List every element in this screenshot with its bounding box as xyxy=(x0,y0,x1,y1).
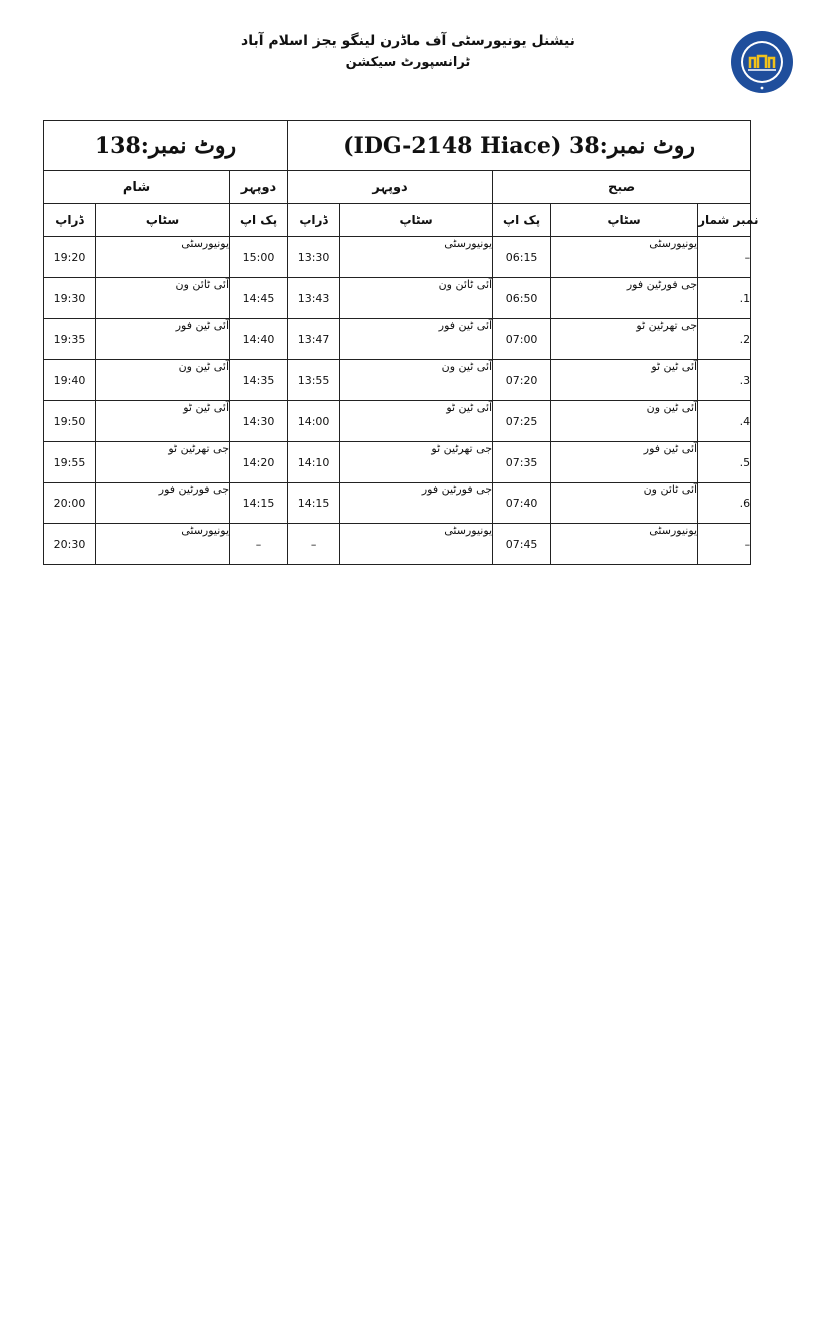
evening-drop: 19:20 xyxy=(44,237,96,278)
afternoon-pickup: – xyxy=(230,524,288,565)
afternoon-drop: 14:15 xyxy=(288,483,340,524)
evening-drop: 19:55 xyxy=(44,442,96,483)
col-header-pickup: پک اپ xyxy=(230,204,288,237)
afternoon-pickup: 14:20 xyxy=(230,442,288,483)
afternoon-drop: 13:30 xyxy=(288,237,340,278)
serial-number: .1 xyxy=(698,278,751,319)
afternoon-stop: آئی ٹائن ون xyxy=(340,278,493,319)
evening-stop: آئی ٹین ون xyxy=(96,360,230,401)
morning-stop: جی فورٹین فور xyxy=(551,278,698,319)
morning-pickup: 06:15 xyxy=(493,237,551,278)
afternoon-pickup: 14:40 xyxy=(230,319,288,360)
university-name: نیشنل یونیورسٹی آف ماڈرن لینگو یجز اسلام آباد xyxy=(241,33,575,49)
table-row xyxy=(44,237,751,278)
evening-stop: جی فورٹین فور xyxy=(96,483,230,524)
afternoon-stop: آئی ٹین فور xyxy=(340,319,493,360)
morning-pickup: 07:20 xyxy=(493,360,551,401)
evening-drop: 19:30 xyxy=(44,278,96,319)
morning-pickup: 07:45 xyxy=(493,524,551,565)
morning-stop: آئی ٹائن ون xyxy=(551,483,698,524)
serial-number: .3 xyxy=(698,360,751,401)
period-afternoon-2: دوپہر xyxy=(230,171,288,204)
afternoon-stop: جی فورٹین فور xyxy=(340,483,493,524)
afternoon-drop: 14:00 xyxy=(288,401,340,442)
table-row xyxy=(44,360,751,401)
table-row xyxy=(44,319,751,360)
table-row xyxy=(44,278,751,319)
col-header-stop: سٹاپ xyxy=(340,204,493,237)
afternoon-pickup: 14:30 xyxy=(230,401,288,442)
col-header-pickup: پک اپ xyxy=(493,204,551,237)
morning-pickup: 06:50 xyxy=(493,278,551,319)
serial-number: – xyxy=(698,237,751,278)
morning-pickup: 07:35 xyxy=(493,442,551,483)
afternoon-drop: 13:47 xyxy=(288,319,340,360)
university-logo-icon xyxy=(730,30,794,94)
morning-pickup: 07:40 xyxy=(493,483,551,524)
morning-stop: یونیورسٹی xyxy=(551,237,698,278)
morning-stop: آئی ٹین فور xyxy=(551,442,698,483)
col-header-stop: سٹاپ xyxy=(96,204,230,237)
period-evening: شام xyxy=(44,171,230,204)
morning-stop: جی تھرٹین ٹو xyxy=(551,319,698,360)
afternoon-drop: 13:43 xyxy=(288,278,340,319)
col-header-drop: ڈراپ xyxy=(288,204,340,237)
serial-number: .6 xyxy=(698,483,751,524)
morning-pickup: 07:00 xyxy=(493,319,551,360)
schedule-table xyxy=(43,120,759,565)
col-header-stop: سٹاپ xyxy=(551,204,698,237)
afternoon-drop: 13:55 xyxy=(288,360,340,401)
evening-stop: یونیورسٹی xyxy=(96,524,230,565)
evening-stop: آئی ٹائن ون xyxy=(96,278,230,319)
table-row xyxy=(44,401,751,442)
document-header xyxy=(0,30,816,74)
evening-drop: 20:30 xyxy=(44,524,96,565)
afternoon-stop: یونیورسٹی xyxy=(340,237,493,278)
afternoon-stop: یونیورسٹی xyxy=(340,524,493,565)
evening-stop: آئی ٹین ٹو xyxy=(96,401,230,442)
table-row xyxy=(44,442,751,483)
afternoon-pickup: 15:00 xyxy=(230,237,288,278)
evening-stop: آئی ٹین فور xyxy=(96,319,230,360)
evening-stop: جی تھرٹین ٹو xyxy=(96,442,230,483)
morning-stop: یونیورسٹی xyxy=(551,524,698,565)
route-second-title: روٹ نمبر:138 xyxy=(44,121,288,171)
afternoon-drop: 14:10 xyxy=(288,442,340,483)
col-header-sno: نمبر شمار xyxy=(698,204,751,237)
afternoon-pickup: 14:15 xyxy=(230,483,288,524)
serial-number: .5 xyxy=(698,442,751,483)
evening-stop: یونیورسٹی xyxy=(96,237,230,278)
col-header-drop: ڈراپ xyxy=(44,204,96,237)
morning-stop: آئی ٹین ٹو xyxy=(551,360,698,401)
morning-stop: آئی ٹین ون xyxy=(551,401,698,442)
afternoon-drop: – xyxy=(288,524,340,565)
morning-pickup: 07:25 xyxy=(493,401,551,442)
afternoon-pickup: 14:45 xyxy=(230,278,288,319)
serial-number: .4 xyxy=(698,401,751,442)
section-name: ٹرانسپورٹ سیکشن xyxy=(345,55,471,70)
evening-drop: 19:50 xyxy=(44,401,96,442)
serial-number: – xyxy=(698,524,751,565)
table-row xyxy=(44,524,751,565)
afternoon-stop: جی تھرٹین ٹو xyxy=(340,442,493,483)
evening-drop: 20:00 xyxy=(44,483,96,524)
evening-drop: 19:40 xyxy=(44,360,96,401)
period-morning: صبح xyxy=(493,171,751,204)
evening-drop: 19:35 xyxy=(44,319,96,360)
afternoon-stop: آئی ٹین ون xyxy=(340,360,493,401)
table-row xyxy=(44,483,751,524)
serial-number: .2 xyxy=(698,319,751,360)
afternoon-stop: آئی ٹین ٹو xyxy=(340,401,493,442)
period-afternoon: دوپہر xyxy=(288,171,493,204)
afternoon-pickup: 14:35 xyxy=(230,360,288,401)
route-main-title: روٹ نمبر:38 (IDG-2148 Hiace) xyxy=(288,121,751,171)
